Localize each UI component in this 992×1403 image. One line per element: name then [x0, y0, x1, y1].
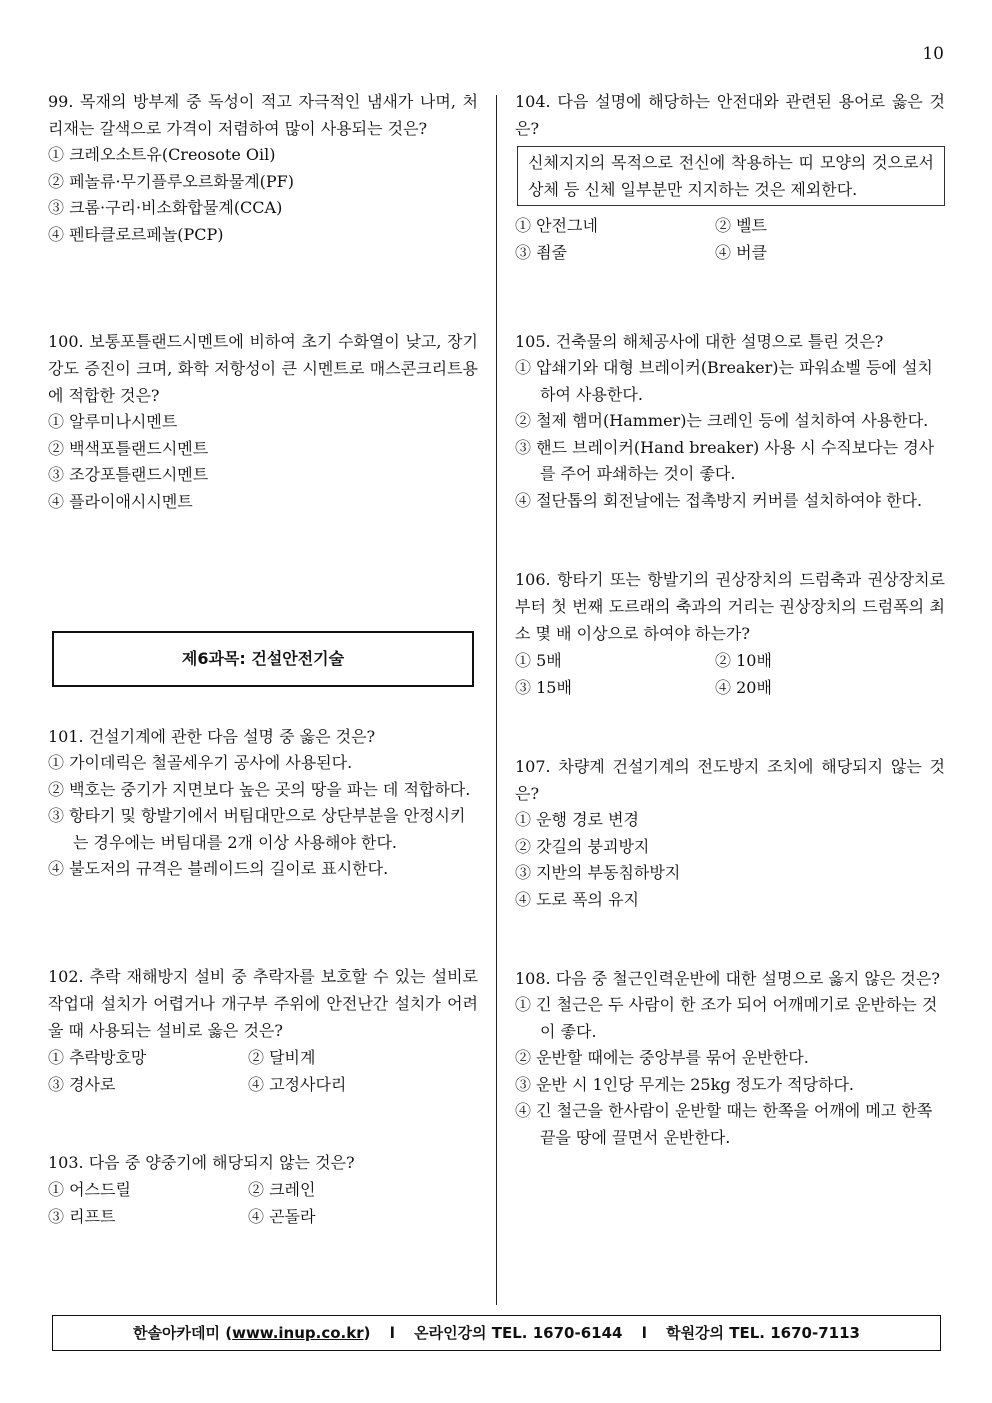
option-3: ③ 죔줄 — [515, 243, 567, 262]
question-stem: 102. 추락 재해방지 설비 중 추락자를 보호할 수 있는 설비로 작업대 설치가 어렵거나 개구부 주위에 안전난간 설치가 어려울 때 사용되는 설비로 옳은 것은? — [48, 967, 478, 1040]
option-1: ① 긴 철근은 두 사람이 한 조가 되어 어깨메기로 운반하는 것이 좋다. — [515, 995, 938, 1041]
option-4: ④ 곤돌라 — [248, 1207, 316, 1226]
option-1: ① 운행 경로 변경 — [515, 810, 639, 829]
option-1: ① 알루미나시멘트 — [48, 412, 178, 431]
option-4: ④ 긴 철근을 한사람이 운반할 때는 한쪽을 어깨에 메고 한쪽 끝을 땅에 끌면서 운반한다. — [515, 1101, 933, 1147]
section-title: 제6과목: 건설안전기술 — [52, 631, 474, 687]
online-phone: 온라인강의 TEL. 1670-6144 — [414, 1324, 623, 1342]
option-2: ② 갓길의 붕괴방지 — [515, 836, 650, 856]
column-divider — [496, 95, 497, 1305]
question-101 — [48, 723, 478, 883]
option-3: ③ 항타기 및 항발기에서 버팀대만으로 상단부분을 안정시키는 경우에는 버팀대를 2개 이상 사용해야 한다. — [48, 806, 466, 852]
question-103 — [48, 1149, 478, 1230]
question-106 — [515, 566, 945, 701]
question-104 — [515, 88, 945, 266]
description-box: 신체지지의 목적으로 전신에 착용하는 띠 모양의 것으로서 상체 등 신체 일부분만 지지하는 것은 제외한다. — [517, 146, 945, 206]
option-4: ④ 도로 폭의 유지 — [515, 889, 639, 909]
option-3: ③ 운반 시 1인당 무게는 25kg 정도가 적당하다. — [515, 1074, 855, 1094]
option-4: ④ 20배 — [715, 678, 772, 697]
question-stem: 108. 다음 중 철근인력운반에 대한 설명으로 옳지 않은 것은? — [515, 969, 940, 988]
option-4: ④ 고정사다리 — [248, 1075, 347, 1094]
question-stem: 99. 목재의 방부제 중 독성이 적고 자극적인 냄새가 나며, 처리재는 갈색으로 가격이 저렴하여 많이 사용되는 것은? — [48, 92, 478, 138]
url-close-paren: ) — [363, 1324, 371, 1342]
option-3: ③ 핸드 브레이커(Hand breaker) 사용 시 수직보다는 경사를 주어 파쇄하는 것이 좋다. — [515, 437, 935, 483]
option-4: ④ 펜타클로르페놀(PCP) — [48, 224, 224, 244]
url-open-paren: ( — [225, 1324, 233, 1342]
option-1: ① 어스드릴 — [48, 1180, 131, 1199]
question-105 — [515, 328, 945, 514]
option-3: ③ 리프트 — [48, 1207, 116, 1226]
question-99 — [48, 88, 478, 248]
options-grid — [515, 647, 945, 701]
options-grid — [48, 1044, 478, 1098]
option-1: ① 가이데릭은 철골세우기 공사에 사용된다. — [48, 753, 353, 772]
question-stem: 106. 항타기 또는 항발기의 권상장치의 드럼축과 권상장치로부터 첫 번째 도르래의 축과의 거리는 권상장치의 드럼폭의 최소 몇 배 이상으로 하여야 하는가? — [515, 570, 945, 643]
question-stem: 100. 보통포틀랜드시멘트에 비하여 초기 수화열이 낮고, 장기강도 증진이 크며, 화학 저항성이 큰 시멘트로 매스콘크리트용에 적합한 것은? — [48, 332, 478, 405]
question-107 — [515, 753, 945, 913]
option-2: ② 달비계 — [248, 1048, 316, 1067]
question-stem: 104. 다음 설명에 해당하는 안전대와 관련된 용어로 옳은 것은? — [515, 92, 945, 138]
option-3: ③ 크롬·구리·비소화합물계(CCA) — [48, 198, 283, 217]
option-1: ① 5배 — [515, 651, 562, 670]
option-4: ④ 불도저의 규격은 블레이드의 길이로 표시한다. — [48, 859, 389, 878]
option-4: ④ 플라이애시시멘트 — [48, 491, 193, 511]
option-2: ② 운반할 때에는 중앙부를 묶어 운반한다. — [515, 1048, 809, 1067]
academy-name: 한솔아카데미 — [133, 1324, 220, 1342]
question-102 — [48, 963, 478, 1098]
option-2: ② 페놀류·무기플루오르화물계(PF) — [48, 171, 294, 191]
option-3: ③ 조강포틀랜드시멘트 — [48, 465, 209, 484]
option-4: ④ 절단톱의 회전날에는 접촉방지 커버를 설치하여야 한다. — [515, 490, 923, 510]
academy-phone: 학원강의 TEL. 1670-7113 — [666, 1324, 860, 1342]
option-2: ② 백호는 중기가 지면보다 높은 곳의 땅을 파는 데 적합하다. — [48, 779, 471, 799]
question-100 — [48, 328, 478, 515]
option-2: ② 철제 햄머(Hammer)는 크레인 등에 설치하여 사용한다. — [515, 411, 929, 430]
option-4: ④ 버클 — [715, 243, 767, 262]
option-3: ③ 15배 — [515, 678, 572, 697]
separator: l — [389, 1324, 395, 1342]
footer-banner — [52, 1315, 941, 1351]
option-1: ① 안전그네 — [515, 216, 598, 235]
option-3: ③ 경사로 — [48, 1075, 116, 1094]
question-stem: 101. 건설기계에 관한 다음 설명 중 옳은 것은? — [48, 727, 376, 746]
question-stem: 105. 건축물의 해체공사에 대한 설명으로 틀린 것은? — [515, 332, 884, 351]
option-1: ① 크레오소트유(Creosote Oil) — [48, 145, 276, 164]
separator: l — [641, 1324, 647, 1342]
question-108 — [515, 965, 945, 1151]
option-1: ① 추락방호망 — [48, 1048, 147, 1067]
options-grid — [515, 212, 945, 266]
question-stem: 107. 차량계 건설기계의 전도방지 조치에 해당되지 않는 것은? — [515, 757, 945, 803]
option-1: ① 압쇄기와 대형 브레이커(Breaker)는 파워쇼벨 등에 설치하여 사용한다. — [515, 358, 933, 404]
option-2: ② 10배 — [715, 651, 772, 670]
option-2: ② 크레인 — [248, 1180, 316, 1199]
options-grid — [48, 1176, 478, 1230]
page-number: 10 — [922, 44, 944, 64]
option-2: ② 벨트 — [715, 216, 767, 235]
website-link[interactable]: www.inup.co.kr — [232, 1324, 364, 1342]
option-3: ③ 지반의 부동침하방지 — [515, 863, 681, 882]
question-stem: 103. 다음 중 양중기에 해당되지 않는 것은? — [48, 1153, 355, 1172]
option-2: ② 백색포틀랜드시멘트 — [48, 438, 209, 458]
